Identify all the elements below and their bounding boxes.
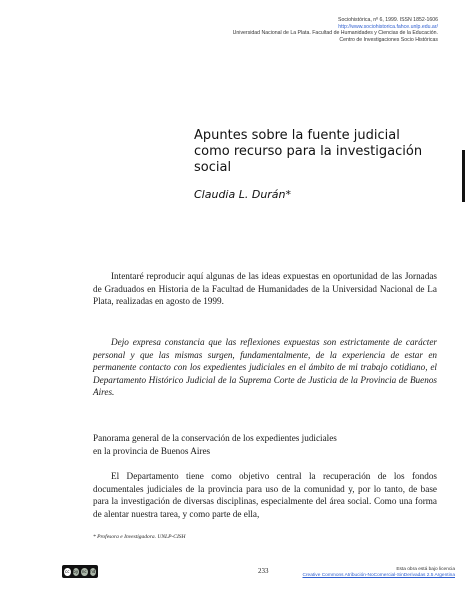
non-commercial-icon: nc xyxy=(81,568,87,574)
no-derivatives-icon: nd xyxy=(90,568,96,574)
article-title-line-2: como recurso para la investigación xyxy=(194,144,423,159)
article-title-line-3: social xyxy=(194,160,232,175)
paragraph-intro: Intentaré reproducir aquí algunas de las ideas expuestas en oportunidad de las Jornadas de Graduados en Historia de la Facultad de Humanidades de la Universidad Nacional de La Plata, realizadas en agosto de 1999. xyxy=(93,271,437,307)
institution-line: Universidad Nacional de La Plata. Facultad de Humanidades y Ciencias de la Educación. xyxy=(232,30,438,37)
license-link[interactable]: Creative Commons Atribución-NoComercial-SinDerivadas 2.5 Argentina xyxy=(302,573,455,578)
creative-commons-badge-icon[interactable] xyxy=(62,565,98,578)
page-number: 233 xyxy=(258,567,269,575)
article-title-line-1: Apuntes sobre la fuente judicial xyxy=(194,128,400,143)
journal-url-link[interactable]: http://www.sociohistorica.fahce.unlp.edu.ar/ xyxy=(338,23,438,30)
paragraph-department: El Departamento tiene como objetivo central la recuperación de los fondos documentales judiciales de la provincia para uso de la comunidad y, por lo tanto, de base para la investigación de diversas disciplinas, especialmente del área social. Como una forma de alentar nuestra tarea, y como parte de ella, xyxy=(93,471,437,519)
cc-logo-icon: cc xyxy=(65,568,70,574)
author-name: Claudia L. Durán* xyxy=(194,188,292,201)
section-heading-line-2: en la provincia de Buenos Aires xyxy=(93,445,211,456)
author-footnote: * Profesora e Investigadora. UNLP-CISH xyxy=(93,534,186,540)
license-notice xyxy=(255,567,455,579)
section-heading xyxy=(93,432,437,457)
license-text: Esta obra está bajo licencia xyxy=(396,567,455,572)
by-attribution-icon: by xyxy=(73,568,79,574)
section-heading-line-1: Panorama general de la conservación de los expedientes judiciales xyxy=(93,433,337,443)
research-center-line: Centro de Investigaciones Socio Históricas xyxy=(339,36,438,43)
citation-line: Sociohistórica, nº 6, 1999. ISSN 1852-1606 xyxy=(338,17,438,23)
journal-header xyxy=(108,17,438,43)
paragraph-disclaimer: Dejo expresa constancia que las reflexiones expuestas son estrictamente de carácter personal y que las mismas surgen, fundamentalmente, de la experiencia de estar en permanente contacto con los expedientes judiciales en el ámbito de mi trabajo cotidiano, el Departamento Histórico Judicial de la Suprema Corte de Justicia de la Provincia de Buenos Aires. xyxy=(93,337,437,398)
article-title-block xyxy=(194,128,454,201)
